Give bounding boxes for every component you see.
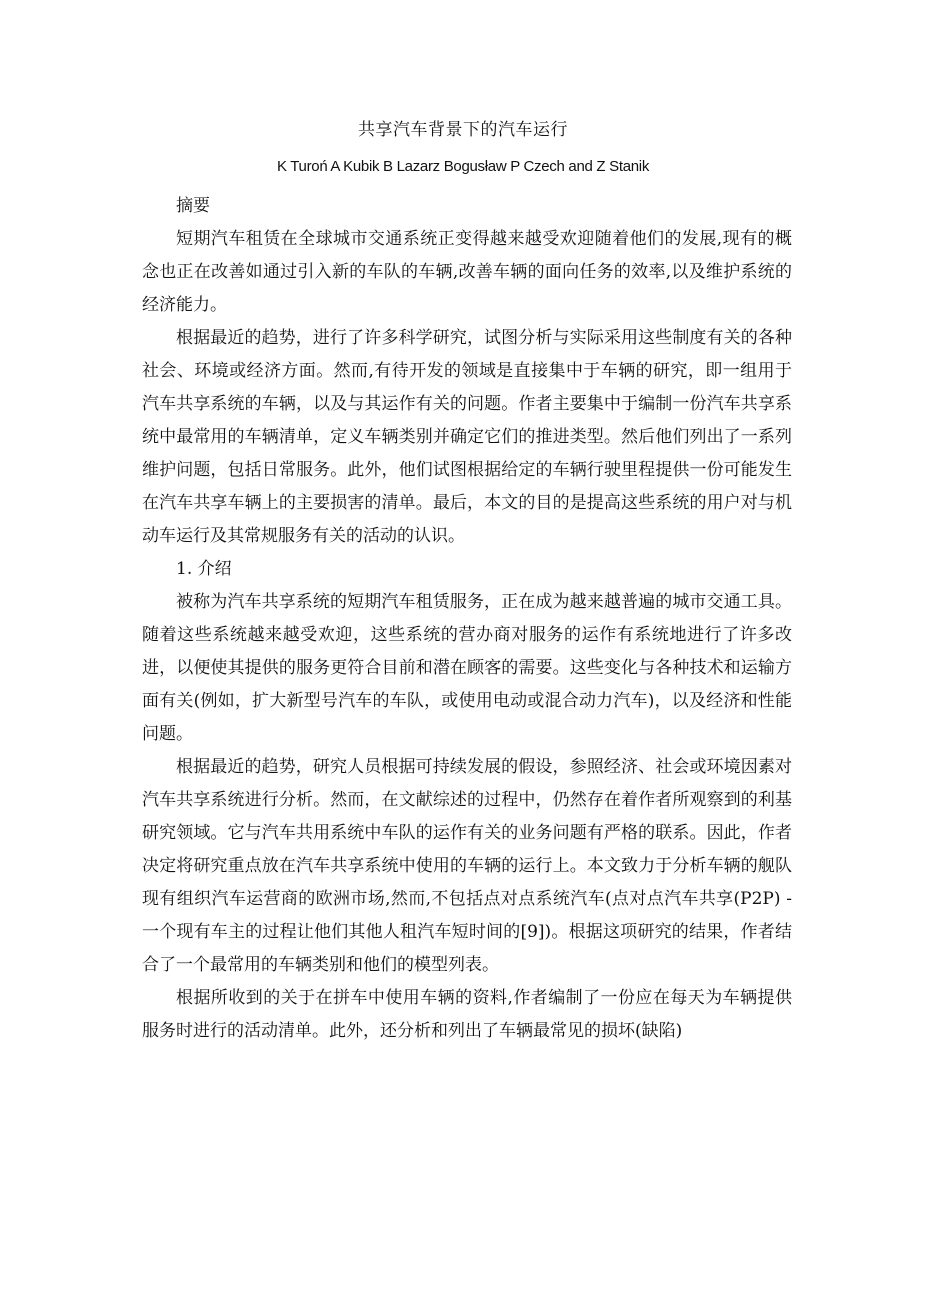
section-heading-introduction: 1. 介绍	[176, 559, 232, 579]
intro-paragraph: 根据最近的趋势，研究人员根据可持续发展的假设，参照经济、社会或环境因素对汽车共享系统进行分析。然而，在文献综述的过程中，仍然存在着作者所观察到的利基研究领域。它与汽车共用系统中车队的运作有关的业务问题有严格的联系。因此，作者决定将研究重点放在汽车共享系统中使用的车辆的运行上。本文致力于分析车辆的舰队现有组织汽车运营商的欧洲市场,然而,不包括点对点系统汽车(点对点汽车共享(P2P) -一个现有车主的过程让他们其他人租汽车短时间的[9])。根据这项研究的结果，作者结合了一个最常用的车辆类别和他们的模型列表。	[142, 757, 792, 975]
abstract-paragraph: 短期汽车租赁在全球城市交通系统正变得越来越受欢迎随着他们的发展,现有的概念也正在改善如通过引入新的车队的车辆,改善车辆的面向任务的效率,以及维护系统的经济能力。	[142, 229, 792, 315]
abstract-paragraph: 根据最近的趋势，进行了许多科学研究，试图分析与实际采用这些制度有关的各种社会、环境或经济方面。然而,有待开发的领域是直接集中于车辆的研究，即一组用于汽车共享系统的车辆，以及与其运作有关的问题。作者主要集中于编制一份汽车共享系统中最常用的车辆清单，定义车辆类别并确定它们的推进类型。然后他们列出了一系列维护问题，包括日常服务。此外，他们试图根据给定的车辆行驶里程提供一份可能发生在汽车共享车辆上的主要损害的清单。最后，本文的目的是提高这些系统的用户对与机动车运行及其常规服务有关的活动的认识。	[142, 328, 792, 546]
intro-paragraph: 被称为汽车共享系统的短期汽车租赁服务，正在成为越来越普遍的城市交通工具。随着这些系统越来越受欢迎，这些系统的营办商对服务的运作有系统地进行了许多改进，以便使其提供的服务更符合目前和潜在顾客的需要。这些变化与各种技术和运输方面有关(例如，扩大新型号汽车的车队，或使用电动或混合动力汽车)，以及经济和性能问题。	[142, 592, 792, 744]
abstract-heading: 摘要	[176, 196, 210, 216]
author-list: K Turoń A Kubik B Lazarz Bogusław P Czech and Z Stanik	[276, 158, 650, 175]
document-body	[142, 190, 792, 1048]
intro-paragraph: 根据所收到的关于在拼车中使用车辆的资料,作者编制了一份应在每天为车辆提供服务时进行的活动清单。此外，还分析和列出了车辆最常见的损坏(缺陷)	[142, 988, 792, 1041]
document-title: 共享汽车背景下的汽车运行	[358, 120, 568, 140]
